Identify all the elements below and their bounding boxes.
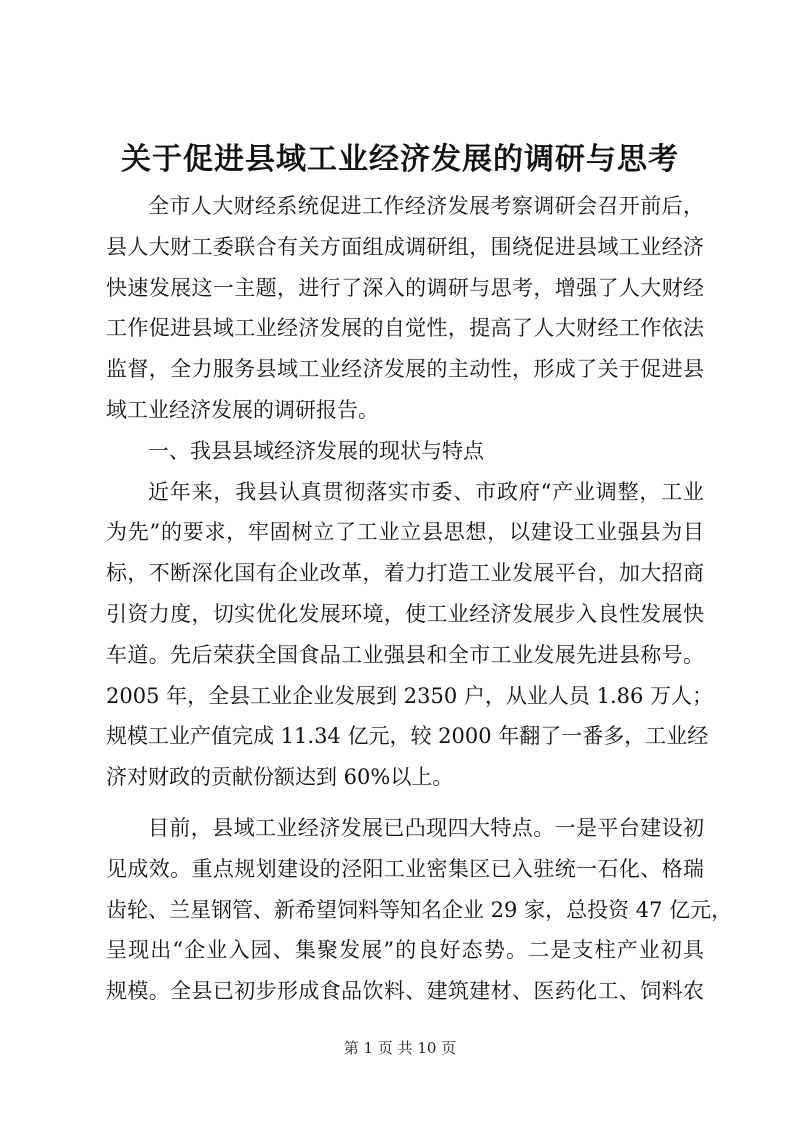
text-line: 县人大财工委联合有关方面组成调研组，围绕促进县域工业经济 [106, 234, 704, 259]
text-line: 域工业经济发展的调研报告。 [106, 397, 379, 422]
text-line: 引资力度，切实优化发展环境，使工业经济发展步入良性发展快 [106, 601, 704, 626]
text-line: 标，不断深化国有企业改革，着力打造工业发展平台，加大招商 [106, 561, 704, 586]
document-title: 关于促进县域工业经济发展的调研与思考 [121, 142, 679, 177]
text-line: 齿轮、兰星钢管、新希望饲料等知名企业 29 家，总投资 47 亿元， [106, 897, 733, 922]
document-body [106, 186, 733, 1012]
text-line: 工作促进县域工业经济发展的自觉性，提高了人大财经工作依法 [106, 316, 704, 341]
paragraph-features [106, 808, 733, 1012]
text-line: 快速发展这一主题，进行了深入的调研与思考，增强了人大财经 [106, 275, 704, 300]
text-line: 呈现出“企业入园、集聚发展”的良好态势。二是支柱产业初具 [106, 938, 704, 963]
paragraph-gap [106, 798, 704, 808]
section-heading-text: 一、我县县域经济发展的现状与特点 [148, 438, 484, 463]
text-line: 监督，全力服务县域工业经济发展的主动性，形成了关于促进县 [106, 357, 704, 382]
text-line: 全市人大财经系统促进工作经济发展考察调研会召开前后， [148, 194, 704, 218]
section-heading [106, 431, 704, 472]
text-line: 规模。全县已初步形成食品饮料、建筑建材、医药化工、饲料农 [106, 979, 704, 1004]
text-line: 车道。先后荣获全国食品工业强县和全市工业发展先进县称号。 [106, 642, 704, 667]
text-line: 2005 年，全县工业企业发展到 2350 户，从业人员 1.86 万人； [106, 683, 714, 708]
text-line: 规模工业产值完成 11.34 亿元，较 2000 年翻了一番多，工业经 [106, 724, 709, 749]
page-footer: 第 1 页 共 10 页 [343, 1039, 457, 1057]
text-line: 见成效。重点规划建设的泾阳工业密集区已入驻统一石化、格瑞 [106, 856, 704, 881]
text-line: 目前，县域工业经济发展已凸现四大特点。一是平台建设初 [148, 815, 704, 840]
paragraph-status [106, 472, 714, 798]
text-line: 济对财政的贡献份额达到 60%以上。 [106, 765, 454, 790]
text-line: 为先”的要求，牢固树立了工业立县思想，以建设工业强县为目 [106, 520, 704, 545]
text-line: 近年来，我县认真贯彻落实市委、市政府“产业调整，工业 [148, 479, 704, 504]
paragraph-intro [106, 186, 704, 431]
